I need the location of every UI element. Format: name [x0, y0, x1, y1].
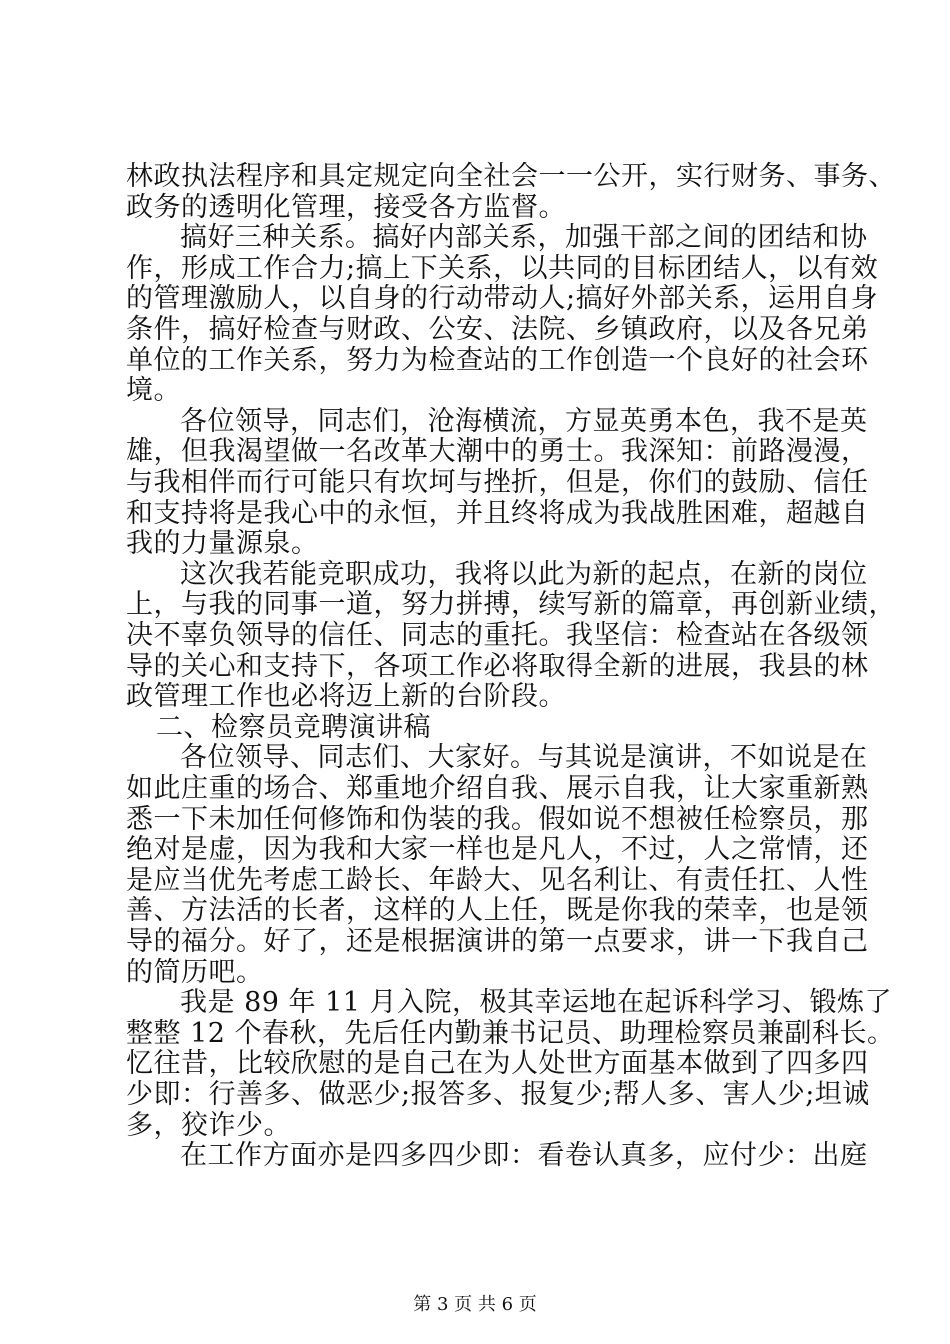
- body-text-line: 导的关心和支持下，各项工作必将取得全新的进展，我县的林: [126, 651, 869, 682]
- body-text-line: 林政执法程序和具定规定向全社会一一公开，实行财务、事务、: [126, 161, 896, 192]
- body-text-line: 忆往昔，比较欣慰的是自己在为人处世方面基本做到了四多四: [126, 1048, 869, 1079]
- paragraph-first-line: 各位领导，同志们，沧海横流，方显英勇本色，我不是英: [180, 406, 868, 437]
- body-text-line: 是应当优先考虑工龄长、年龄大、见名利让、有责任扛、人性: [126, 865, 869, 896]
- body-text-line: 单位的工作关系，努力为检查站的工作创造一个良好的社会环: [126, 345, 869, 376]
- body-text-line: 政管理工作也必将迈上新的台阶段。: [126, 681, 566, 712]
- body-text-line: 少即：行善多、做恶少;报答多、报复少;帮人多、害人少;坦诚: [126, 1079, 870, 1110]
- body-text-line: 上，与我的同事一道，努力拼搏，续写新的篇章，再创新业绩，: [126, 589, 896, 620]
- body-text-line: 绝对是虚，因为我和大家一样也是凡人，不过，人之常情，还: [126, 834, 869, 865]
- section-heading: 二、检察员竞聘演讲稿: [156, 712, 431, 743]
- body-text-line: 我的力量源泉。: [126, 528, 319, 559]
- page-number-footer: 第 3 页 共 6 页: [413, 1294, 537, 1315]
- body-text-line: 与我相伴而行可能只有坎坷与挫折，但是，你们的鼓励、信任: [126, 467, 869, 498]
- body-text-line: 悉一下未加任何修饰和伪装的我。假如说不想被任检察员，那: [126, 804, 869, 835]
- body-text-line: 多，狡诈少。: [126, 1110, 291, 1141]
- body-text-line: 条件，搞好检查与财政、公安、法院、乡镇政府，以及各兄弟: [126, 314, 869, 345]
- body-text-line: 善、方法活的长者，这样的人上任，既是你我的荣幸，也是领: [126, 895, 869, 926]
- body-text-line: 雄，但我渴望做一名改革大潮中的勇士。我深知：前路漫漫，: [126, 436, 869, 467]
- body-text-line: 的简历吧。: [126, 957, 264, 988]
- body-text-line: 整整 12 个春秋，先后任内勤兼书记员、助理检察员兼副科长。: [126, 1018, 895, 1049]
- body-text-line: 政务的透明化管理，接受各方监督。: [126, 192, 566, 223]
- body-text-line: 如此庄重的场合、郑重地介绍自我、展示自我，让大家重新熟: [126, 773, 869, 804]
- body-text-line: 的管理激励人，以自身的行动带动人;搞好外部关系，运用自身: [126, 283, 879, 314]
- body-text-line: 导的福分。好了，还是根据演讲的第一点要求，讲一下我自己: [126, 926, 869, 957]
- body-text-line: 境。: [126, 375, 181, 406]
- paragraph-first-line: 这次我若能竞职成功，我将以此为新的起点，在新的岗位: [180, 559, 868, 590]
- body-text-line: 决不辜负领导的信任、同志的重托。我坚信：检查站在各级领: [126, 620, 869, 651]
- body-text-line: 作，形成工作合力;搞上下关系，以共同的目标团结人，以有效: [126, 253, 879, 284]
- paragraph-first-line: 在工作方面亦是四多四少即：看卷认真多，应付少：出庭: [180, 1140, 868, 1171]
- paragraph-first-line: 我是 89 年 11 月入院，极其幸运地在起诉科学习、锻炼了: [180, 987, 893, 1018]
- paragraph-first-line: 各位领导、同志们、大家好。与其说是演讲，不如说是在: [180, 742, 868, 773]
- body-text-line: 和支持将是我心中的永恒，并且终将成为我战胜困难，超越自: [126, 498, 869, 529]
- paragraph-first-line: 搞好三种关系。搞好内部关系，加强干部之间的团结和协: [180, 222, 868, 253]
